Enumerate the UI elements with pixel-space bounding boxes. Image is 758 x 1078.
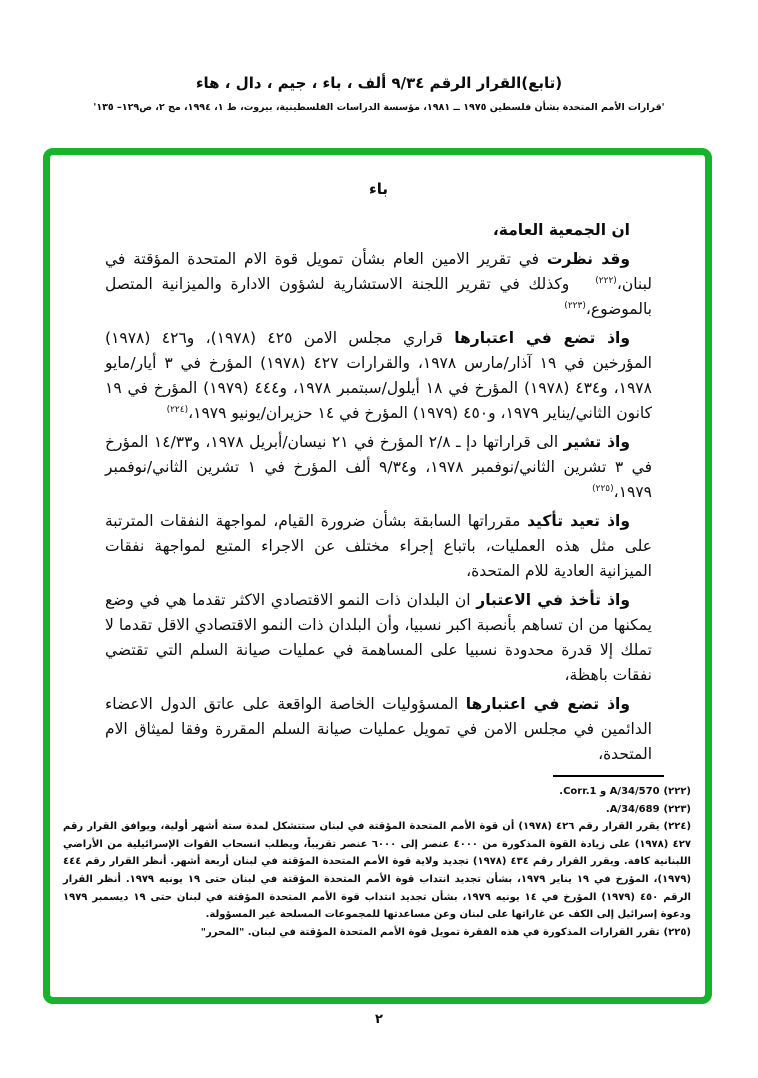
section-letter: باء [369,180,388,198]
footnote-text: يقرر القرار رقم ٤٢٦ (١٩٧٨) أن قوة الأمم المتحدة المؤقتة في لبنان ستتشكل لمدة ستة أشهر أولية، ويوافق القرار رقم ٤٢٧ (١٩٧٨) على زيادة القوة المذكورة من ٤٠٠٠ عنصر إلى ٦٠٠٠ عنصر تقريباً، ويطلب انسحاب القوات الإسرائيلية من الأراضي اللبنانية كافة. ويقرر القرار رقم ٤٣٤ (١٩٧٨) تجديد ولاية قوة الأمم المتحدة المؤقتة في لبنان أربعة أشهر. أنظر القرار رقم ٤٤٤ (١٩٧٩)، المؤرخ في ١٩ يناير ١٩٧٩، بشأن تجديد انتداب قوة الأمم المتحدة المؤقتة في لبنان حتى ١٩ يونيه ١٩٧٩. أنظر القرار الرقم ٤٥٠ (١٩٧٩) المؤرخ في ١٤ يونيه ١٩٧٩، بشأن تجديد انتداب قوة الأمم المتحدة المؤقتة في لبنان حتى ١٩ ديسمبر ١٩٧٩ ودعوة إسرائيل إلى الكف عن غاراتها على لبنان وعن مساعدتها للمجموعات المسلحة غير المسؤولة. [63,821,692,921]
footnote-marker: (٢٢٤) [663,821,692,833]
footnote-ref-225: (٢٢٥) [592,483,614,494]
assembly-opening: ان الجمعية العامة، [492,221,630,239]
paragraph-text: قراري مجلس الامن ٤٢٥ (١٩٧٨)، و٤٢٦ (١٩٧٨) المؤرخين في ١٩ آذار/مارس ١٩٧٨، والقرارات ٤٢٧ (١٩٧٨) المؤرخ في ٣ أيار/مايو ١٩٧٨، و٤٣٤ (١٩٧٨) المؤرخ في ١٨ أيلول/سبتمبر ١٩٧٨، و٤٤٤ (١٩٧٩) المؤرخ في ١٩ كانون الثاني/يناير ١٩٧٩، و٤٥٠ (١٩٧٩) المؤرخ في ١٤ حزيران/يونيو ١٩٧٩، [105,329,652,422]
paragraph-considered [105,247,652,322]
page-header [0,74,758,113]
paragraph-bearing-in-mind-responsibilities [105,692,652,767]
paragraph-lead: واذ تضع في اعتبارها [465,695,630,713]
paragraph-text: في تقرير الامين العام بشأن تمويل قوة الام المتحدة المؤقتة في لبنان، [105,250,652,293]
footnote-text: تقرر القرارات المذكورة في هذه الفقرة تمويل قوة الأمم المتحدة المؤقتة في لبنان. "المحرر" [200,926,660,938]
paragraph-text: الى قراراتها دإ ـ ٢/٨ المؤرخ في ٢١ نيسان/أبريل ١٩٧٨، و١٤/٣٣ المؤرخ في ٣ تشرين الثاني/نوفمبر ١٩٧٨، و٩/٣٤ ألف المؤرخ في ١ تشرين الثاني/نوفمبر ١٩٧٩، [105,433,653,501]
resolution-title: (تابع)القرار الرقم ٩/٣٤ ألف ، باء ، جيم ، دال ، هاء [195,74,563,92]
paragraph-lead: واذ تشير [563,433,630,451]
footnote-text: A/34/689. [605,803,660,815]
footnotes-section [63,775,691,941]
footnote-ref-223: (٢٢٣) [564,300,586,311]
source-citation: 'قرارات الأمم المتحدة بشأن فلسطين ١٩٧٥ ــ ١٩٨١، مؤسسة الدراسات الفلسطينية، بيروت، ط ١، ١٩٩٤، مج ٢، ص١٢٩– ١٣٥' [93,102,665,113]
footnote-223 [63,801,691,819]
footnote-marker: (٢٢٢) [663,786,691,797]
paragraph-lead: واذ تأخذ في الاعتبار [476,591,630,609]
footnote-225 [63,924,691,942]
paragraph-lead: وقد نظرت [546,250,630,268]
footnote-ref-222: (٢٢٢) [595,275,617,286]
footnote-text: A/34/570 و Corr.1. [559,786,660,797]
page-number: ٢ [375,1012,383,1027]
paragraph-taking-into-account [105,588,652,688]
paragraph-recalling [105,430,652,505]
paragraph-bearing-in-mind-resolutions [105,326,652,426]
paragraph-text: مقرراتها السابقة بشأن ضرورة القيام، لمواجهة النفقات المترتبة على مثل هذه العمليات، باتباع إجراء مختلف عن الاجراء المتبع لمواجهة نفقات الميزانية العادية للام المتحدة، [105,512,652,580]
paragraph-text: ان البلدان ذات النمو الاقتصادي الاكثر تقدما هي في وضع يمكنها من ان تساهم بأنصبة اكبر نسبيا، وأن البلدان ذات النمو الاقتصادي الاقل تقدما لا تملك إلا قدرة محدودة نسبيا على المساهمة في عمليات صيانة السلم التي تقتضي نفقات باهظة، [105,591,652,684]
footnote-marker: (٢٢٣) [663,803,691,815]
paragraph-reaffirming [105,509,652,584]
annotation-box [43,148,712,1004]
paragraph-lead: واذ تعيد تأكيد [527,512,630,530]
footnote-222 [63,783,691,801]
footnote-ref-224: (٢٢٤) [166,404,189,415]
resolution-body [105,167,652,767]
footnote-separator [553,775,664,777]
footnote-224 [63,818,691,924]
footnote-marker: (٢٢٥) [663,926,691,938]
paragraph-lead: واذ تضع في اعتبارها [454,329,631,347]
paragraph-text: المسؤوليات الخاصة الواقعة على عاتق الدول الاعضاء الدائمين في مجلس الامن في تمويل عمليات صيانة السلم المقررة وفقا لميثاق الام المتحدة، [105,695,652,763]
paragraph-text: وكذلك في تقرير اللجنة الاستشارية لشؤون الادارة والميزانية المتصل بالموضوع، [105,275,652,318]
